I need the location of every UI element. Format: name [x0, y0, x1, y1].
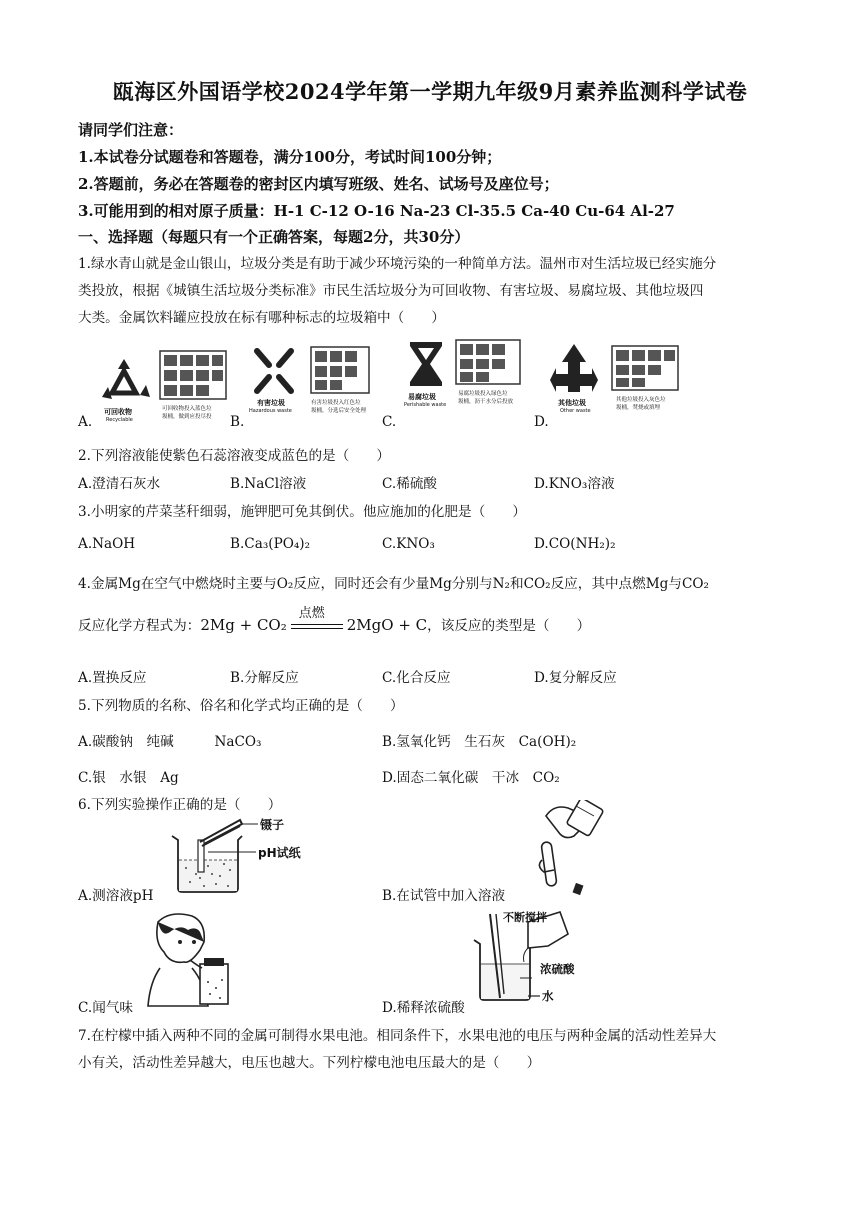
q4-eq-condition: 点燃: [298, 605, 325, 621]
q4-option-a[interactable]: A.置换反应: [78, 670, 147, 686]
hazardous-sign: [245, 343, 375, 427]
q4-stem-pre: 反应化学方程式为：: [78, 618, 201, 634]
recyclable-cn: 可回收物: [104, 408, 132, 416]
q1-option-d[interactable]: D.: [534, 414, 549, 430]
notice-heading: 请同学们注意：: [78, 121, 184, 139]
other-waste-cn: 其他垃圾: [558, 399, 586, 407]
q4-stem-1: 4.金属Mg在空气中燃烧时主要与O₂反应，同时还会有少量Mg分别与N₂和CO₂反应，其中点燃Mg与CO₂: [78, 576, 709, 592]
section-heading: 一、选择题（每题只有一个正确答案，每题2分，共30分）: [78, 228, 470, 246]
q4-eq-right: 2MgO + C: [346, 616, 428, 634]
q5-option-c[interactable]: C.银 水银 Ag: [78, 770, 179, 786]
recyclable-en: Recyclable: [106, 417, 133, 423]
q3-option-d[interactable]: D.CO(NH₂)₂: [534, 536, 616, 552]
perishable-sign: [398, 338, 528, 428]
perishable-en: Perishable waste: [404, 402, 447, 408]
q4-option-c[interactable]: C.化合反应: [382, 670, 451, 686]
q1-stem-3: 大类。金属饮料罐应投放在标有哪种标志的垃圾箱中（ ）: [78, 310, 446, 326]
hazardous-en: Hazardous waste: [249, 408, 292, 414]
hazardous-desc: 有害垃圾投入红色垃 圾桶，分选后安全处理: [311, 400, 367, 414]
q4-eq-left: 2Mg + CO₂: [200, 616, 287, 634]
label-acid: 浓硫酸: [540, 962, 575, 976]
exam-title: 瓯海区外国语学校2024学年第一学期九年级9月素养监测科学试卷: [112, 79, 748, 104]
q6-option-b[interactable]: B.在试管中加入溶液: [382, 888, 506, 904]
label-water: 水: [542, 989, 554, 1003]
q5-option-d[interactable]: D.固态二氧化碳 干冰 CO₂: [382, 770, 560, 786]
q2-option-b[interactable]: B.NaCl溶液: [230, 476, 307, 492]
notice-item-3: 3.可能用到的相对原子质量：H-1 C-12 O-16 Na-23 Cl-35.5 Ca-40 Cu-64 Al-27: [78, 202, 675, 220]
q6-stem: 6.下列实验操作正确的是（ ）: [78, 797, 282, 813]
q1-option-c[interactable]: C.: [382, 414, 397, 430]
q7-stem-1: 7.在柠檬中插入两种不同的金属可制得水果电池。相同条件下，水果电池的电压与两种金属的活动性差异大: [78, 1028, 717, 1044]
q1-option-b[interactable]: B.: [230, 414, 245, 430]
other-waste-icon: [550, 340, 690, 428]
other-waste-sign: [550, 340, 690, 428]
q4-eq-arrow: [287, 605, 347, 636]
other-waste-en: Other waste: [560, 408, 591, 414]
notice-item-1: 1.本试卷分试题卷和答题卷，满分100分，考试时间100分钟；: [78, 148, 502, 166]
test-tube-figure: [510, 800, 620, 896]
perishable-desc: 易腐垃圾投入绿色垃 圾桶，沥干水分后投放: [458, 391, 514, 405]
q4-option-b[interactable]: B.分解反应: [230, 670, 299, 686]
smell-figure: [140, 912, 240, 1008]
recyclable-sign: [96, 345, 236, 427]
hazardous-cn: 有害垃圾: [257, 399, 285, 407]
q5-option-a[interactable]: A.碳酸钠 纯碱 NaCO₃: [78, 734, 262, 750]
q5-option-b[interactable]: B.氢氧化钙 生石灰 Ca(OH)₂: [382, 734, 577, 750]
q1-stem-2: 类投放，根据《城镇生活垃圾分类标准》市民生活垃圾分为可回收物、有害垃圾、易腐垃圾、其他垃圾四: [78, 283, 704, 299]
recyclable-desc: 可回收物投入蓝色垃 圾桶，做到应投尽投: [162, 406, 212, 420]
label-ph-paper: pH试纸: [258, 846, 301, 860]
other-waste-desc: 其他垃圾投入灰色垃 圾桶，焚烧或填埋: [616, 397, 666, 411]
q2-option-d[interactable]: D.KNO₃溶液: [534, 476, 615, 492]
q3-stem: 3.小明家的芹菜茎秆细弱，施钾肥可免其倒伏。他应施加的化肥是（ ）: [78, 504, 526, 520]
q3-option-c[interactable]: C.KNO₃: [382, 536, 435, 552]
q5-stem: 5.下列物质的名称、俗名和化学式均正确的是（ ）: [78, 698, 404, 714]
q2-option-c[interactable]: C.稀硫酸: [382, 476, 438, 492]
label-tweezers: 镊子: [260, 818, 285, 832]
q3-option-b[interactable]: B.Ca₃(PO₄)₂: [230, 536, 311, 552]
q7-stem-2: 小有关，活动性差异越大，电压也越大。下列柠檬电池电压最大的是（ ）: [78, 1055, 541, 1071]
q4-stem-post: ，该反应的类型是（ ）: [427, 618, 591, 634]
q4-stem-2: [78, 605, 591, 636]
hourglass-icon: [398, 338, 528, 428]
q1-stem-1: 1.绿水青山就是金山银山，垃圾分类是有助于减少环境污染的一种简单方法。温州市对生活垃圾已经实施分: [78, 256, 717, 272]
q3-option-a[interactable]: A.NaOH: [78, 536, 136, 552]
perishable-cn: 易腐垃圾: [408, 393, 436, 401]
notice-item-2: 2.答题前，务必在答题卷的密封区内填写班级、姓名、试场号及座位号；: [78, 175, 559, 193]
label-stir: 不断搅拌: [503, 911, 547, 924]
q1-option-a[interactable]: A.: [78, 414, 93, 430]
q2-option-a[interactable]: A.澄清石灰水: [78, 476, 161, 492]
q6-option-d[interactable]: D.稀释浓硫酸: [382, 1000, 465, 1016]
q2-stem: 2.下列溶液能使紫色石蕊溶液变成蓝色的是（ ）: [78, 448, 391, 464]
q6-option-c[interactable]: C.闻气味: [78, 1000, 134, 1016]
q4-option-d[interactable]: D.复分解反应: [534, 670, 617, 686]
q6-option-a[interactable]: A.测溶液pH: [78, 888, 154, 904]
